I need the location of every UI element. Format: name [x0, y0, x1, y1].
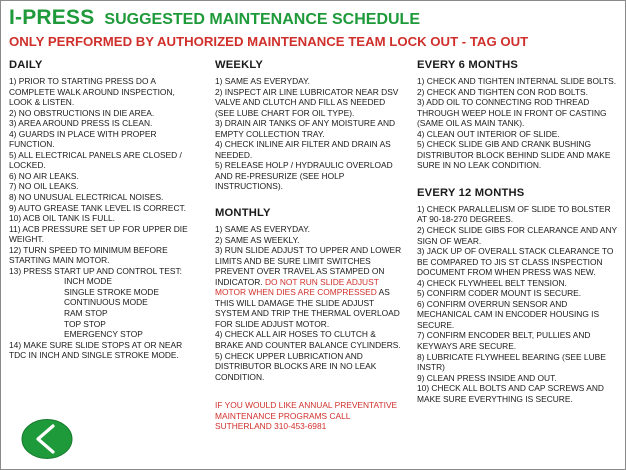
- daily-item: 2) NO OBSTRUCTIONS IN DIE AREA.: [9, 107, 155, 118]
- daily-item: 4) GUARDS IN PLACE WITH PROPER FUNCTION.: [9, 128, 157, 150]
- weekly-item: 5) RELEASE HOLP / HYDRAULIC OVERLOAD AND RE-PRESURIZE (SEE HOLP INSTRUCTIONS).: [215, 160, 393, 192]
- weekly-item: 4) CHECK INLINE AIR FILTER AND DRAIN AS NEEDED.: [215, 139, 391, 160]
- daily-item: 11) ACB PRESSURE SET UP FOR UPPER DIE WEIGHT.: [9, 223, 188, 245]
- daily-item: 14) MAKE SURE SLIDE STOPS AT OR NEAR TDC IN INCH AND SINGLE STROKE MODE.: [9, 339, 183, 361]
- twelve-months-item: 5) CONFIRM CODER MOUNT IS SECURE.: [417, 288, 582, 299]
- twelve-months-item: 4) CHECK FLYWHEEL BELT TENSION.: [417, 277, 567, 288]
- twelve-months-title: EVERY 12 MONTHS: [417, 186, 525, 199]
- safety-notice: ONLY PERFORMED BY AUTHORIZED MAINTENANCE TEAM LOCK OUT - TAG OUT: [9, 34, 529, 49]
- monthly-item: 1) SAME AS EVERYDAY.: [215, 224, 310, 235]
- twelve-months-item: 1) CHECK PARALLELISM OF SLIDE TO BOLSTER AT 90-18-270 DEGREES.: [417, 203, 611, 225]
- daily-item: 8) NO UNUSUAL ELECTRICAL NOISES.: [9, 192, 164, 203]
- daily-item: 10) ACB OIL TANK IS FULL.: [9, 213, 115, 224]
- mode-item: TOP STOP: [64, 318, 106, 329]
- twelve-months-item: 8) LUBRICATE FLYWHEEL BEARING (SEE LUBE INSTR): [417, 351, 606, 373]
- daily-item: 3) AREA AROUND PRESS IS CLEAN.: [9, 118, 153, 129]
- contact-note: IF YOU WOULD LIKE ANNUAL PREVENTATIVE MAINTENANCE PROGRAMS CALL SUTHERLAND 310-453-6981: [215, 400, 398, 432]
- weekly-title: WEEKLY: [215, 59, 264, 71]
- monthly-item-3-text: 3) RUN SLIDE ADJUST TO UPPER AND LOWER LIMITS AND BE SURE LIMIT SWITCHES PREVENT OVER TRAVEL AS STAMPED ON INDICATOR.: [215, 245, 402, 287]
- brand-title: I-PRESS: [9, 6, 95, 29]
- monthly-item-3: [215, 245, 405, 329]
- weekly-item: 3) DRAIN AIR TANKS OF ANY MOISTURE AND EMPTY COLLECTION TRAY.: [215, 118, 396, 139]
- monthly-item: 2) SAME AS WEEKLY.: [215, 234, 300, 245]
- twelve-months-item: 7) CONFIRM ENCODER BELT, PULLIES AND KEYWAYS ARE SECURE.: [417, 330, 591, 352]
- long-term-section: [417, 59, 617, 404]
- daily-item: 12) TURN SPEED TO MINIMUM BEFORE STARTING MAIN MOTOR.: [9, 244, 168, 266]
- chevron-left-icon: [21, 419, 73, 459]
- mode-item: EMERGENCY STOP: [64, 329, 143, 340]
- daily-title: DAILY: [9, 59, 43, 71]
- twelve-months-item: 10) CHECK ALL BOLTS AND CAP SCREWS AND MAKE SURE EVERYTHING IS SECURE.: [417, 383, 604, 404]
- monthly-item-3-tail: AS THIS WILL DAMAGE THE SLIDE ADJUST SYSTEM AND TRIP THE THERMAL OVERLOAD FOR SLIDE ADJUST MOTOR.: [215, 287, 400, 329]
- six-months-item: 2) CHECK AND TIGHTEN CON ROD BOLTS.: [417, 86, 588, 97]
- mode-item: CONTINUOUS MODE: [64, 297, 148, 308]
- daily-item: 9) AUTO GREASE TANK LEVEL IS CORRECT.: [9, 202, 187, 213]
- page-title: SUGGESTED MAINTENANCE SCHEDULE: [104, 11, 420, 28]
- six-months-item: 5) CHECK SLIDE GIB AND CRANK BUSHING DISTRIBUTOR BLOCK BEHIND SLIDE AND MAKE SURE IN NO LEAK CONDITION.: [417, 139, 611, 171]
- daily-item: 6) NO AIR LEAKS.: [9, 170, 79, 181]
- twelve-months-item: 6) CONFIRM OVERRUN SENSOR AND MECHANICAL CAM IN ENCODER HOUSING IS SECURE.: [417, 298, 600, 330]
- daily-item: 13) PRESS START UP AND CONTROL TEST:: [9, 265, 182, 276]
- six-months-item: 4) CLEAN OUT INTERIOR OF SLIDE.: [417, 128, 560, 139]
- twelve-months-item: 2) CHECK SLIDE GIBS FOR CLEARANCE AND ANY SIGN OF WEAR.: [417, 225, 617, 246]
- back-button[interactable]: [21, 419, 73, 459]
- daily-item: 5) ALL ELECTRICAL PANELS ARE CLOSED / LOCKED.: [9, 149, 182, 171]
- page-header: [9, 6, 420, 30]
- six-months-title: EVERY 6 MONTHS: [417, 59, 519, 71]
- twelve-months-item: 3) JACK UP OF OVERALL STACK CLEARANCE TO BE COMPARED TO JIS ST CLASS INSPECTION DOCUMENT FROM WHEN PRESS WAS NEW.: [417, 246, 614, 278]
- mode-item: INCH MODE: [64, 276, 112, 287]
- control-test-modes: [64, 276, 197, 339]
- daily-section: [9, 59, 197, 361]
- mode-item: RAM STOP: [64, 308, 108, 319]
- twelve-months-item: 9) CLEAN PRESS INSIDE AND OUT.: [417, 372, 557, 383]
- monthly-item: 4) CHECK ALL AIR HOSES TO CLUTCH & BRAKE AND COUNTER BALANCE CYLINDERS.: [215, 329, 401, 351]
- daily-item: 1) PRIOR TO STARTING PRESS DO A COMPLETE WALK AROUND INSPECTION, LOOK & LISTEN.: [9, 76, 175, 108]
- six-months-item: 3) ADD OIL TO CONNECTING ROD THREAD THROUGH WEEP HOLE IN FRONT OF CASTING (SAME OIL AS MAIN TANK).: [417, 97, 607, 129]
- weekly-item: 2) INSPECT AIR LINE LUBRICATOR NEAR DSV VALVE AND CLUTCH AND FILL AS NEEDED (SEE LUBE CHART FOR OIL TYPE).: [215, 86, 399, 118]
- monthly-item: 5) CHECK UPPER LUBRICATION AND DISTRIBUTOR BLOCKS ARE IN NO LEAK CONDITION.: [215, 350, 377, 382]
- slide-adjust-warning: DO NOT RUN SLIDE ADJUST MOTOR WHEN DIES ARE COMPRESSED: [215, 276, 379, 298]
- mode-item: SINGLE STROKE MODE: [64, 286, 159, 297]
- weekly-monthly-section: [215, 59, 405, 440]
- daily-item: 7) NO OIL LEAKS.: [9, 181, 79, 192]
- six-months-item: 1) CHECK AND TIGHTEN INTERNAL SLIDE BOLTS.: [417, 76, 617, 86]
- monthly-title: MONTHLY: [215, 207, 271, 220]
- weekly-item: 1) SAME AS EVERYDAY.: [215, 76, 310, 86]
